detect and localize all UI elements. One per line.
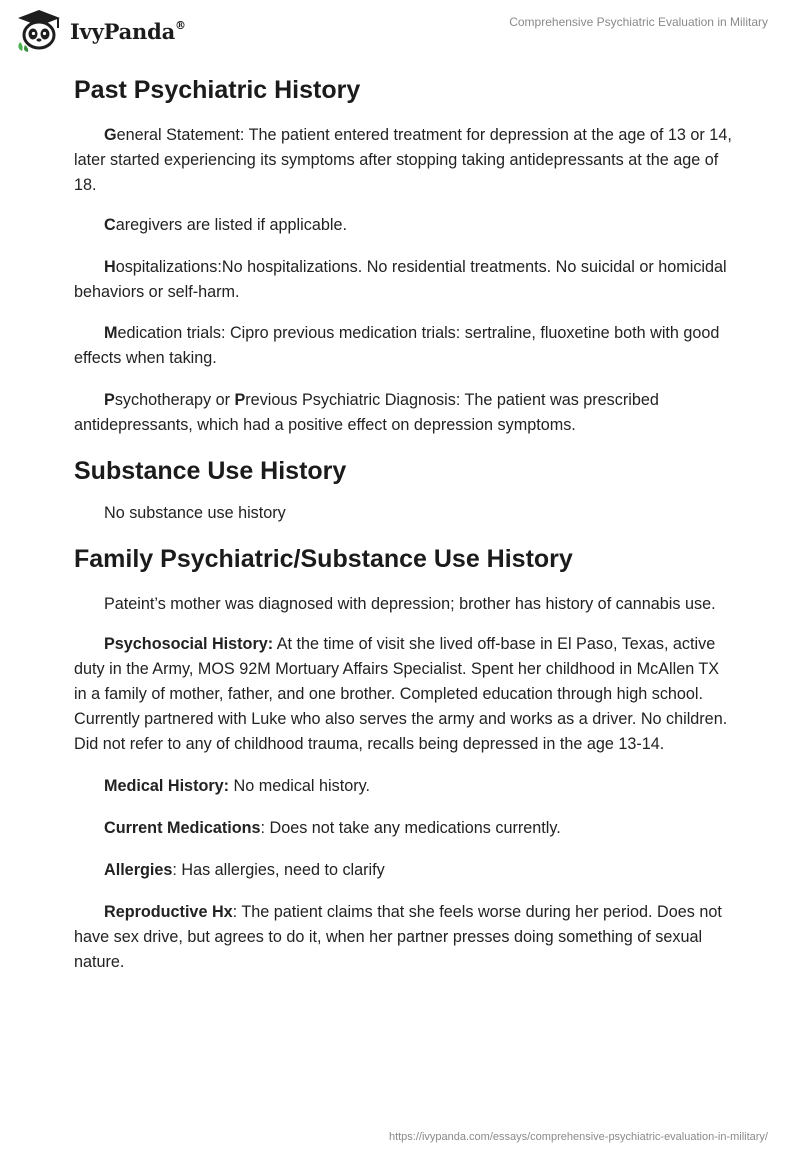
heading-family-history: Family Psychiatric/Substance Use History — [74, 545, 573, 573]
page-header — [0, 0, 800, 60]
heading-substance-use-history: Substance Use History — [74, 457, 347, 485]
document-title: Comprehensive Psychiatric Evaluation in Military — [509, 15, 768, 29]
paragraph-text: edication trials: Cipro previous medication trials: sertraline, fluoxetine both with good effects when taking. — [74, 324, 720, 367]
paragraph-caregivers — [74, 213, 734, 238]
brand-logo[interactable] — [14, 8, 186, 52]
paragraph-text: sychotherapy or — [114, 391, 235, 409]
current-medications-label: Current Medications — [104, 819, 261, 837]
paragraph-medical-history — [74, 774, 734, 799]
document-body — [74, 70, 734, 975]
medical-label: Medical History: — [104, 777, 230, 795]
paragraph-general-statement — [74, 123, 734, 198]
paragraph-text: : The patient claims that she feels worse during her period. Does not have sex drive, but agrees to do it, when her partner presses doing something of sexual nature. — [74, 903, 722, 971]
paragraph-family-history: Pateint’s mother was diagnosed with depression; brother has history of cannabis use. — [104, 595, 716, 613]
initial-letter: P — [104, 391, 115, 409]
paragraph-allergies — [74, 858, 734, 883]
paragraph-psychosocial-history — [74, 632, 734, 757]
initial-letter: P — [234, 391, 246, 409]
paragraph-text: : Has allergies, need to clarify — [172, 861, 385, 879]
paragraph-hospitalizations — [74, 255, 734, 305]
initial-letter: C — [104, 216, 116, 234]
allergies-label: Allergies — [104, 861, 173, 879]
registered-mark: ® — [175, 18, 186, 32]
reproductive-label: Reproductive Hx — [104, 903, 233, 921]
paragraph-medication-trials — [74, 321, 734, 371]
paragraph-text: : Does not take any medications currently. — [260, 819, 561, 837]
heading-past-psychiatric-history: Past Psychiatric History — [74, 76, 361, 104]
psychosocial-label: Psychosocial History: — [104, 635, 274, 653]
paragraph-current-medications — [74, 816, 734, 841]
paragraph-text: eneral Statement: The patient entered treatment for depression at the age of 13 or 14, later started experiencing its symptoms after stopping taking antidepressants at the age of 18. — [74, 126, 732, 194]
paragraph-text: No medical history. — [229, 777, 370, 795]
initial-letter: H — [104, 258, 116, 276]
initial-letter: M — [104, 324, 118, 342]
paragraph-text: revious Psychiatric Diagnosis: The patient was prescribed antidepressants, which had a positive effect on depression symptoms. — [74, 391, 659, 434]
paragraph-reproductive-hx — [74, 900, 734, 975]
panda-logo-icon — [14, 8, 64, 52]
brand-name — [70, 19, 186, 44]
paragraph-text: ospitalizations:No hospitalizations. No residential treatments. No suicidal or homicidal behaviors or self-harm. — [74, 258, 727, 301]
paragraph-substance-use: No substance use history — [104, 504, 286, 522]
brand-text: IvyPanda — [70, 18, 176, 44]
paragraph-text: aregivers are listed if applicable. — [115, 216, 347, 234]
initial-letter: G — [104, 126, 117, 144]
paragraph-psychotherapy — [74, 388, 734, 438]
source-url-link[interactable]: https://ivypanda.com/essays/comprehensive-psychiatric-evaluation-in-military/ — [388, 1131, 768, 1143]
paragraph-text: At the time of visit she lived off-base in El Paso, Texas, active duty in the Army, MOS 92M Mortuary Affairs Specialist. Spent her childhood in McAllen TX in a family of mother, father, and one brother. Completed education through high school. Currently partnered with Luke who also serves the army and works as a driver. No children. Did not refer to any of childhood trauma, recalls being depressed in the age 13-14. — [74, 635, 728, 753]
